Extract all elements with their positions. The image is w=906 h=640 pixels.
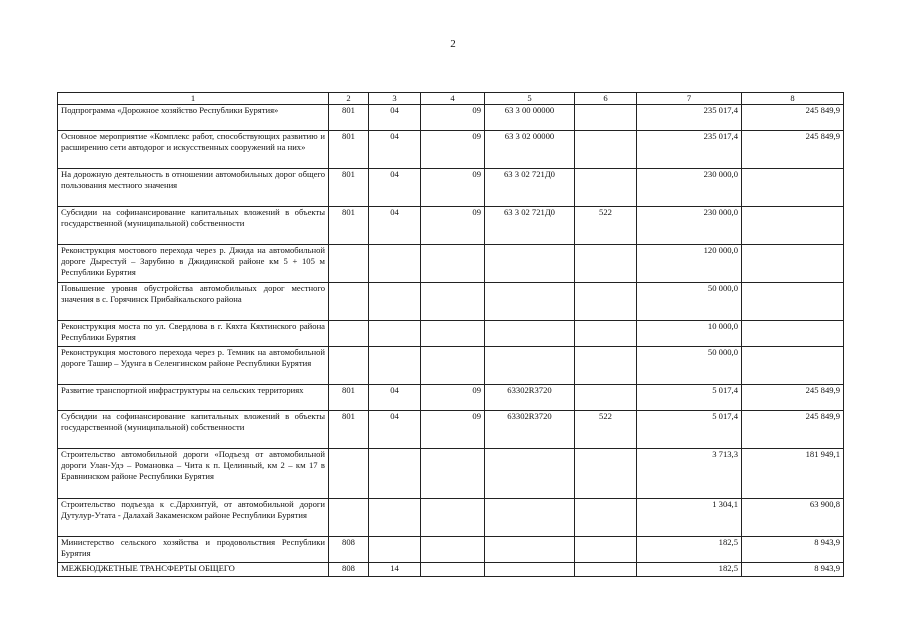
amount-year-1: 5 017,4 — [637, 411, 742, 449]
expense-type — [575, 537, 637, 563]
target-article — [485, 283, 575, 321]
table-row — [58, 321, 844, 347]
subsection-code — [421, 449, 485, 499]
amount-year-2: 245 849,9 — [742, 105, 844, 131]
expense-type — [575, 169, 637, 207]
target-article — [485, 537, 575, 563]
amount-year-2 — [742, 245, 844, 283]
amount-year-2 — [742, 347, 844, 385]
amount-year-1: 235 017,4 — [637, 105, 742, 131]
column-header: 4 — [421, 93, 485, 105]
column-header: 8 — [742, 93, 844, 105]
section-code: 04 — [369, 207, 421, 245]
section-code: 14 — [369, 563, 421, 577]
expense-type — [575, 283, 637, 321]
table-row — [58, 385, 844, 411]
amount-year-2: 63 900,8 — [742, 499, 844, 537]
amount-year-1: 50 000,0 — [637, 347, 742, 385]
column-header: 7 — [637, 93, 742, 105]
expense-type — [575, 245, 637, 283]
section-code — [369, 449, 421, 499]
column-header: 1 — [58, 93, 329, 105]
subsection-code — [421, 537, 485, 563]
section-code: 04 — [369, 169, 421, 207]
row-description: Реконструкция мостового перехода через р. Джида на автомобильной дороге Дырестуй – Зарубино в Джидинской районе км 5 + 105 м Республики Бурятия — [58, 245, 329, 283]
subsection-code — [421, 347, 485, 385]
amount-year-1: 5 017,4 — [637, 385, 742, 411]
amount-year-2: 245 849,9 — [742, 131, 844, 169]
target-article: 63 3 02 721Д0 — [485, 207, 575, 245]
target-article — [485, 347, 575, 385]
amount-year-2: 181 949,1 — [742, 449, 844, 499]
table-row — [58, 499, 844, 537]
subsection-code — [421, 499, 485, 537]
target-article: 63302R3720 — [485, 385, 575, 411]
subsection-code: 09 — [421, 105, 485, 131]
table-row — [58, 537, 844, 563]
amount-year-2 — [742, 169, 844, 207]
row-description: Министерство сельского хозяйства и продовольствия Республики Бурятия — [58, 537, 329, 563]
table-row — [58, 245, 844, 283]
budget-code: 801 — [329, 169, 369, 207]
target-article: 63 3 02 721Д0 — [485, 169, 575, 207]
row-description: Строительство подъезда к с.Дархинтуй, от автомобильной дороги Дутулур-Утата - Далахай Закаменском районе Республики Бурятия — [58, 499, 329, 537]
budget-code: 801 — [329, 411, 369, 449]
section-code — [369, 321, 421, 347]
amount-year-2: 8 943,9 — [742, 563, 844, 577]
section-code: 04 — [369, 105, 421, 131]
budget-code: 808 — [329, 563, 369, 577]
expense-type — [575, 385, 637, 411]
table-row — [58, 207, 844, 245]
subsection-code: 09 — [421, 411, 485, 449]
row-description: Субсидии на софинансирование капитальных вложений в объекты государственной (муниципальной) собственности — [58, 411, 329, 449]
table-row — [58, 105, 844, 131]
target-article — [485, 563, 575, 577]
section-code — [369, 347, 421, 385]
subsection-code: 09 — [421, 207, 485, 245]
expense-type — [575, 131, 637, 169]
amount-year-2: 8 943,9 — [742, 537, 844, 563]
column-header: 2 — [329, 93, 369, 105]
section-code — [369, 245, 421, 283]
row-description: Строительство автомобильной дороги «Подъезд от автомобильной дороги Улан-Удэ – Романовка – Чита к п. Целинный, км 2 – км 17 в Еравнинском районе Республики Бурятия — [58, 449, 329, 499]
budget-table — [57, 92, 844, 577]
table-row — [58, 347, 844, 385]
target-article: 63 3 00 00000 — [485, 105, 575, 131]
row-description: На дорожную деятельность в отношении автомобильных дорог общего пользования местного значения — [58, 169, 329, 207]
expense-type — [575, 321, 637, 347]
column-header: 6 — [575, 93, 637, 105]
amount-year-1: 235 017,4 — [637, 131, 742, 169]
budget-code — [329, 499, 369, 537]
section-code — [369, 537, 421, 563]
table-row — [58, 563, 844, 577]
expense-type — [575, 347, 637, 385]
row-description: Субсидии на софинансирование капитальных вложений в объекты государственной (муниципальной) собственности — [58, 207, 329, 245]
target-article: 63 3 02 00000 — [485, 131, 575, 169]
amount-year-2 — [742, 207, 844, 245]
amount-year-2 — [742, 283, 844, 321]
expense-type — [575, 105, 637, 131]
row-description: Реконструкция мостового перехода через р. Темник на автомобильной дороге Ташир – Удунга в Селенгинском районе Республики Бурятия — [58, 347, 329, 385]
expense-type — [575, 449, 637, 499]
subsection-code: 09 — [421, 131, 485, 169]
budget-code: 801 — [329, 385, 369, 411]
amount-year-1: 1 304,1 — [637, 499, 742, 537]
amount-year-1: 182,5 — [637, 563, 742, 577]
budget-code: 801 — [329, 131, 369, 169]
budget-code: 808 — [329, 537, 369, 563]
target-article: 63302R3720 — [485, 411, 575, 449]
section-code: 04 — [369, 131, 421, 169]
budget-code — [329, 283, 369, 321]
amount-year-2 — [742, 321, 844, 347]
target-article — [485, 321, 575, 347]
subsection-code — [421, 283, 485, 321]
expense-type — [575, 499, 637, 537]
row-description: Основное мероприятие «Комплекс работ, способствующих развитию и расширению сети автодорог и искусственных сооружений на них» — [58, 131, 329, 169]
subsection-code: 09 — [421, 169, 485, 207]
target-article — [485, 499, 575, 537]
expense-type: 522 — [575, 207, 637, 245]
target-article — [485, 245, 575, 283]
table-row — [58, 411, 844, 449]
row-description: Подпрограмма «Дорожное хозяйство Республики Бурятия» — [58, 105, 329, 131]
subsection-code — [421, 563, 485, 577]
row-description: Повышение уровня обустройства автомобильных дорог местного значения в с. Горячинск Прибайкальского района — [58, 283, 329, 321]
amount-year-1: 230 000,0 — [637, 169, 742, 207]
row-description: Развитие транспортной инфраструктуры на сельских территориях — [58, 385, 329, 411]
budget-code — [329, 245, 369, 283]
budget-code: 801 — [329, 207, 369, 245]
table-header-row — [58, 93, 844, 105]
section-code: 04 — [369, 411, 421, 449]
subsection-code — [421, 245, 485, 283]
amount-year-1: 3 713,3 — [637, 449, 742, 499]
section-code: 04 — [369, 385, 421, 411]
subsection-code: 09 — [421, 385, 485, 411]
table-row — [58, 131, 844, 169]
row-description: МЕЖБЮДЖЕТНЫЕ ТРАНСФЕРТЫ ОБЩЕГО — [58, 563, 329, 577]
amount-year-2: 245 849,9 — [742, 385, 844, 411]
column-header: 5 — [485, 93, 575, 105]
target-article — [485, 449, 575, 499]
row-description: Реконструкция моста по ул. Свердлова в г. Кяхта Кяхтинского района Республики Бурятия — [58, 321, 329, 347]
amount-year-1: 10 000,0 — [637, 321, 742, 347]
page-number: 2 — [450, 38, 456, 50]
expense-type: 522 — [575, 411, 637, 449]
budget-code: 801 — [329, 105, 369, 131]
table-row — [58, 283, 844, 321]
table-row — [58, 449, 844, 499]
amount-year-1: 182,5 — [637, 537, 742, 563]
section-code — [369, 499, 421, 537]
section-code — [369, 283, 421, 321]
subsection-code — [421, 321, 485, 347]
table-row — [58, 169, 844, 207]
amount-year-1: 120 000,0 — [637, 245, 742, 283]
budget-code — [329, 347, 369, 385]
column-header: 3 — [369, 93, 421, 105]
budget-code — [329, 449, 369, 499]
expense-type — [575, 563, 637, 577]
amount-year-1: 230 000,0 — [637, 207, 742, 245]
budget-code — [329, 321, 369, 347]
amount-year-2: 245 849,9 — [742, 411, 844, 449]
amount-year-1: 50 000,0 — [637, 283, 742, 321]
